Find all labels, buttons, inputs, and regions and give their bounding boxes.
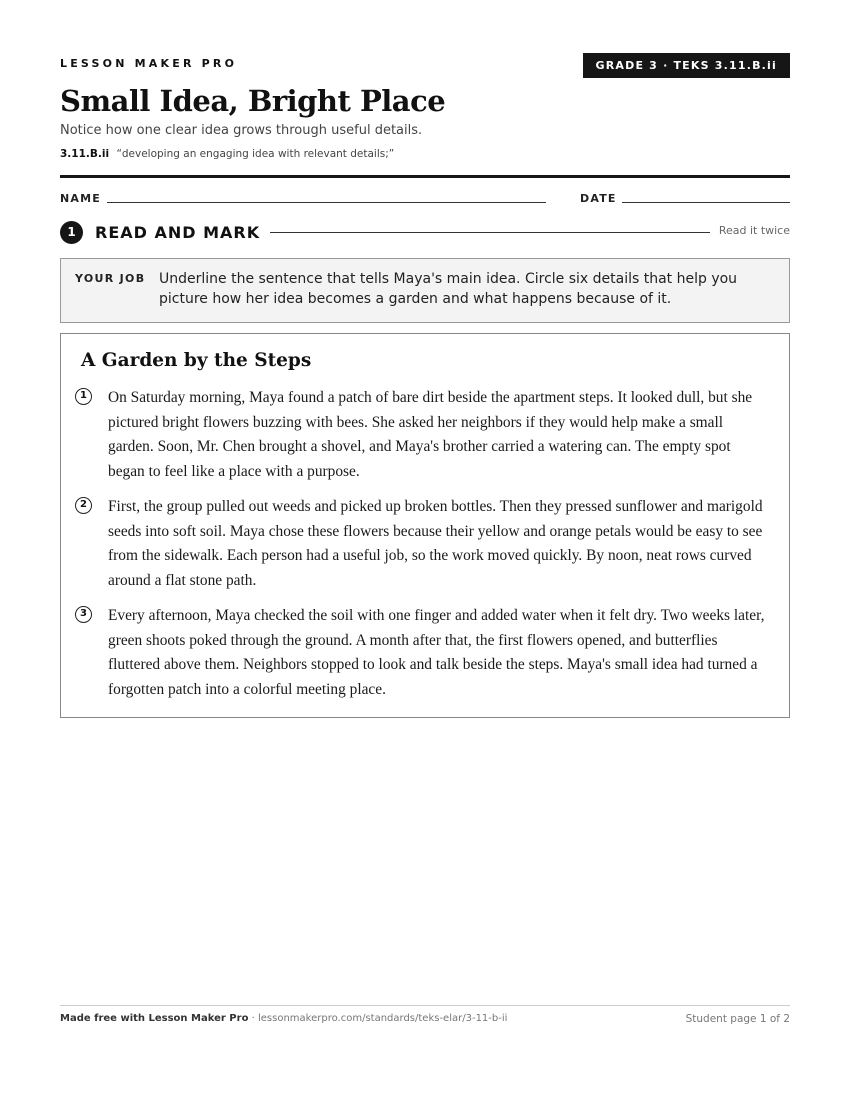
standard-code: 3.11.B.ii — [60, 148, 110, 160]
standard-reference — [60, 148, 394, 160]
section-title: READ AND MARK — [95, 223, 261, 242]
passage-title: A Garden by the Steps — [81, 350, 312, 371]
job-text: Underline the sentence that tells Maya's main idea. Circle six details that help you picture how her idea becomes a garden and what happens because of it. — [159, 271, 738, 307]
footer-credit — [60, 1013, 507, 1024]
job-label: YOUR JOB — [75, 272, 146, 285]
date-label: DATE — [580, 192, 617, 205]
name-label: NAME — [60, 192, 101, 205]
footer-page-number: Student page 1 of 2 — [685, 1013, 790, 1025]
reading-passage — [60, 333, 790, 718]
page-subtitle: Notice how one clear idea grows through useful details. — [60, 123, 423, 138]
job-instructions-box — [60, 258, 790, 323]
section-number-badge: 1 — [60, 221, 83, 244]
brand-name: LESSON MAKER PRO — [60, 57, 238, 70]
header-divider — [60, 175, 790, 178]
paragraph-number: 2 — [75, 497, 92, 514]
worksheet-page — [60, 0, 790, 1100]
paragraph-text: Every afternoon, Maya checked the soil with one finger and added water when it felt dry. Two weeks later, green shoots poked through the ground. A month after that, the first flowers opened, and butterflies fluttered above them. Neighbors stopped to look and talk beside the steps. Maya's small idea had turned a forgotten patch into a colorful meeting place. — [108, 607, 765, 698]
standard-text: “developing an engaging idea with relevant details;” — [116, 148, 395, 160]
paragraph-text: First, the group pulled out weeds and picked up broken bottles. Then they pressed sunflower and marigold seeds into soft soil. Maya chose these flowers because their yellow and orange petals would be easy to see from the sidewalk. Each person had a useful job, so the work moved quickly. By noon, neat rows curved around a flat stone path. — [108, 498, 763, 589]
section-note: Read it twice — [718, 224, 790, 237]
page-title: Small Idea, Bright Place — [60, 84, 446, 118]
section-rule — [270, 232, 710, 233]
date-field-line[interactable] — [622, 202, 790, 203]
name-field-line[interactable] — [107, 202, 546, 203]
footer-divider — [60, 1005, 790, 1006]
footer-made-with: Made free with Lesson Maker Pro — [60, 1013, 249, 1024]
footer-url[interactable]: · lessonmakerpro.com/standards/teks-elar/3-11-b-ii — [251, 1013, 508, 1024]
paragraph-number: 1 — [75, 388, 92, 405]
paragraph-text: On Saturday morning, Maya found a patch of bare dirt beside the apartment steps. It looked dull, but she pictured bright flowers buzzing with bees. She asked her neighbors if they would help make a small garden. Soon, Mr. Chen brought a shovel, and Maya's brother carried a watering can. The empty spot began to feel like a place with a purpose. — [108, 389, 753, 480]
paragraph-number: 3 — [75, 606, 92, 623]
grade-badge: GRADE 3 · TEKS 3.11.B.ii — [583, 53, 791, 78]
